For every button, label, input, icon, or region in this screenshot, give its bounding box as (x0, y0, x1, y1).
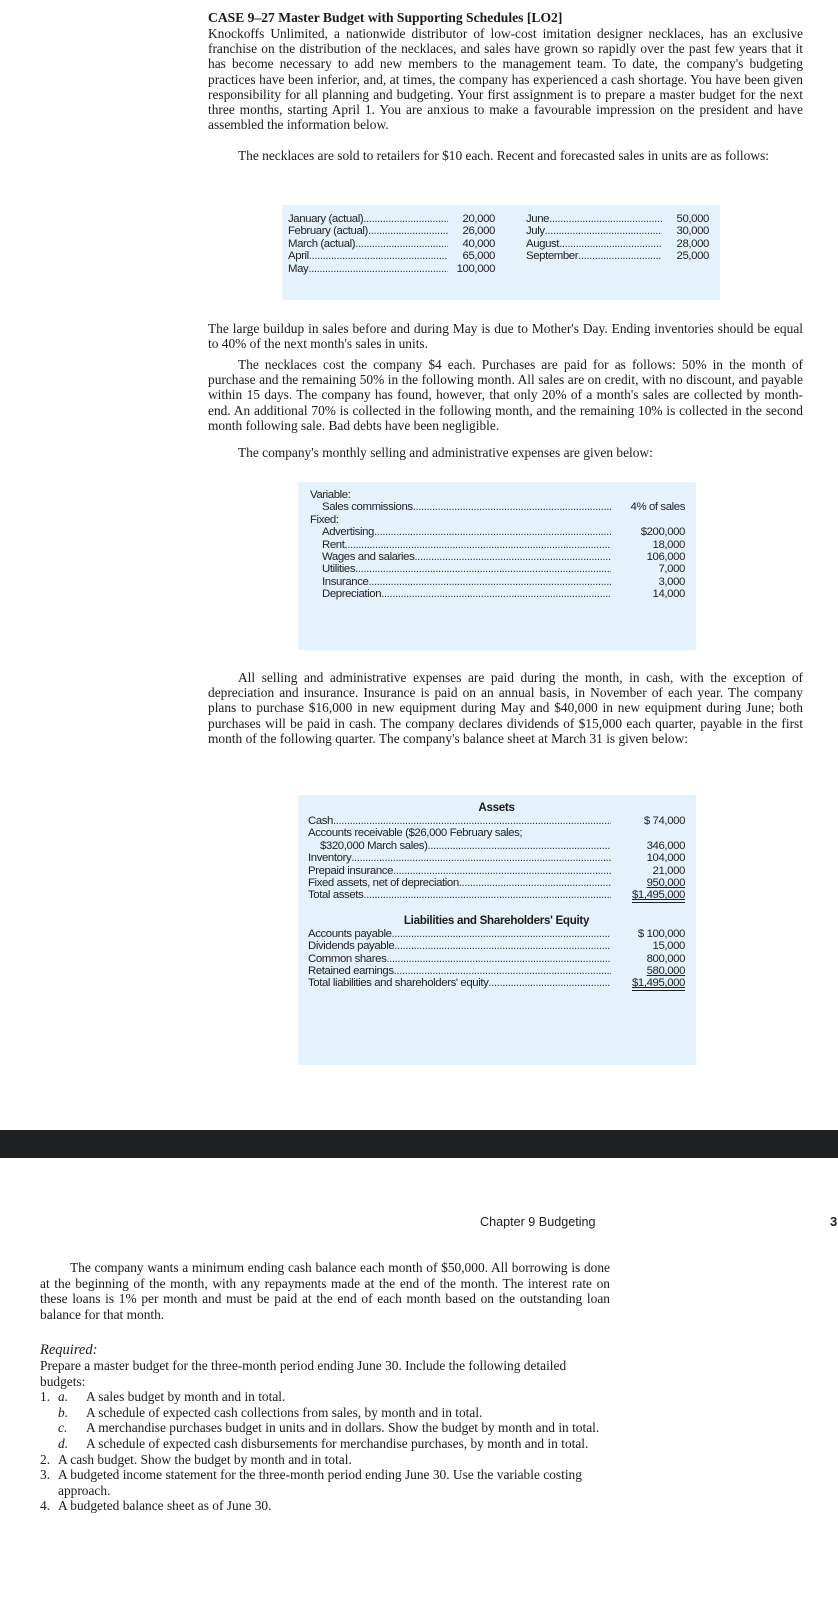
page-running-header (0, 1215, 838, 1235)
balance-row: Inventory ..... 104,000 (308, 852, 685, 864)
inventory-policy-paragraph: The large buildup in sales before and during May is due to Mother's Day. Ending inventories should be equal to 40% of the next month's sales in units. (208, 321, 803, 352)
page-divider-band (0, 1130, 838, 1158)
sales-forecast-table (282, 205, 720, 300)
case-heading: CASE 9–27 Master Budget with Supporting Schedules [LO2] (208, 10, 563, 25)
balance-row: Prepaid insurance ..... 21,000 (308, 865, 685, 877)
requirements-list (40, 1358, 610, 1514)
list-item: b. A schedule of expected cash collections from sales, by month and in total. (58, 1404, 483, 1420)
sales-row: April ..... 65,000 (288, 250, 495, 262)
balance-row: Dividends payable ..... 15,000 (308, 940, 685, 952)
balance-sheet-table (298, 795, 696, 1065)
expense-row: Utilities ..... 7,000 (310, 563, 685, 575)
balance-row-label: Accounts receivable ($26,000 February sales; (308, 827, 523, 840)
sales-row: March (actual) ..... 40,000 (288, 238, 495, 250)
sales-column-right (526, 213, 709, 263)
balance-row: Cash ..... $ 74,000 (308, 815, 685, 827)
assets-heading: Assets (478, 801, 515, 814)
payment-terms-paragraph: The necklaces cost the company $4 each. Purchases are paid for as follows: 50% in the month of purchase and the remaining 50% in the following month. All sales are on credit, with no discount, and payable within 15 days. The company has found, however, that only 20% of a month's sales are collected by month-end. An additional 70% is collected in the following month, and the remaining 10% is collected in the second month following sale. Bad debts have been negligible. (208, 357, 803, 433)
balance-row-total: Total assets ..... $1,495,000 (308, 889, 685, 901)
sales-row: August ..... 28,000 (526, 238, 709, 250)
balance-row: Retained earnings ..... 580,000 (308, 965, 685, 977)
cash-balance-paragraph: The company wants a minimum ending cash balance each month of $50,000. All borrowing is done at the beginning of the month, with any repayments made at the end of the month. The interest rate on these loans is 1% per month and must be paid at the end of each month based on the outstanding loan balance for that month. (40, 1260, 610, 1322)
case-intro-paragraph: Knockoffs Unlimited, a nationwide distributor of low-cost imitation designer necklaces, has an exclusive franchise on the distribution of the necklaces, and sales have grown so rapidly over the past few years that it has become necessary to add new members to the management team. To date, the company's budgeting practices have been inferior, and, at times, the company has experienced a cash shortage. You have been given responsibility for all planning and budgeting. Your first assignment is to prepare a master budget for the next three months, starting April 1. You are anxious to make a favourable impression on the president and have assembled the information below. (208, 26, 803, 133)
balance-row: Fixed assets, net of depreciation ..... 950,000 (308, 877, 685, 889)
liabilities-heading: Liabilities and Shareholders' Equity (403, 913, 590, 927)
list-item: d. A schedule of expected cash disbursements for merchandise purchases, by month and in total. (58, 1435, 589, 1451)
expense-row: Depreciation ..... 14,000 (310, 588, 685, 600)
expense-row: Rent ..... 18,000 (310, 539, 685, 551)
selling-admin-expenses-table (298, 482, 696, 650)
sales-row: July ..... 30,000 (526, 225, 709, 237)
required-heading: Required: (40, 1342, 98, 1358)
sales-intro-paragraph: The necklaces are sold to retailers for $10 each. Recent and forecasted sales in units are as follows: (238, 148, 769, 163)
list-item: 4. A budgeted balance sheet as of June 30. (40, 1498, 272, 1514)
sales-row: June ..... 50,000 (526, 213, 709, 225)
expense-group-label: Fixed: (310, 513, 339, 526)
expense-row: Wages and salaries ..... 106,000 (310, 551, 685, 563)
sales-row: February (actual) ..... 26,000 (288, 225, 495, 237)
list-item: 2. A cash budget. Show the budget by month and in total. (40, 1451, 352, 1467)
expense-row: Sales commissions ..... 4% of sales (310, 501, 685, 513)
list-item: 1. a. A sales budget by month and in total. (40, 1389, 286, 1405)
balance-row: Common shares ..... 800,000 (308, 953, 685, 965)
sales-row: May ..... 100,000 (288, 263, 495, 275)
expenses-intro-paragraph: The company's monthly selling and administrative expenses are given below: (238, 445, 653, 460)
balance-row-total: Total liabilities and shareholders' equity ..... $1,495,000 (308, 977, 685, 989)
expense-row: Insurance ..... 3,000 (310, 576, 685, 588)
chapter-label: Chapter 9 Budgeting (480, 1215, 596, 1229)
sales-row: September ..... 25,000 (526, 250, 709, 262)
expense-row: Advertising ..... $200,000 (310, 526, 685, 538)
page-number: 3 (830, 1214, 838, 1229)
list-item: 3. A budgeted income statement for the three-month period ending June 30. Use the variable costing approach. (40, 1467, 582, 1498)
expense-group-label: Variable: (310, 489, 351, 501)
sales-row: January (actual) ..... 20,000 (288, 213, 495, 225)
sales-column-left (288, 213, 495, 275)
balance-row: $320,000 March sales) ..... 346,000 (308, 840, 685, 852)
required-intro: Prepare a master budget for the three-month period ending June 30. Include the following detailed budgets: (40, 1358, 567, 1389)
expenses-detail-paragraph: All selling and administrative expenses are paid during the month, in cash, with the exception of depreciation and insurance. Insurance is paid on an annual basis, in November of each year. The company plans to purchase $16,000 in new equipment during May and $40,000 in new equipment during June; both purchases will be paid in cash. The company declares dividends of $15,000 each quarter, payable in the first month of the following quarter. The company's balance sheet at March 31 is given below: (208, 670, 803, 746)
balance-row: Accounts payable ..... $ 100,000 (308, 928, 685, 940)
list-item: c. A merchandise purchases budget in units and in dollars. Show the budget by month and in total. (58, 1420, 600, 1436)
